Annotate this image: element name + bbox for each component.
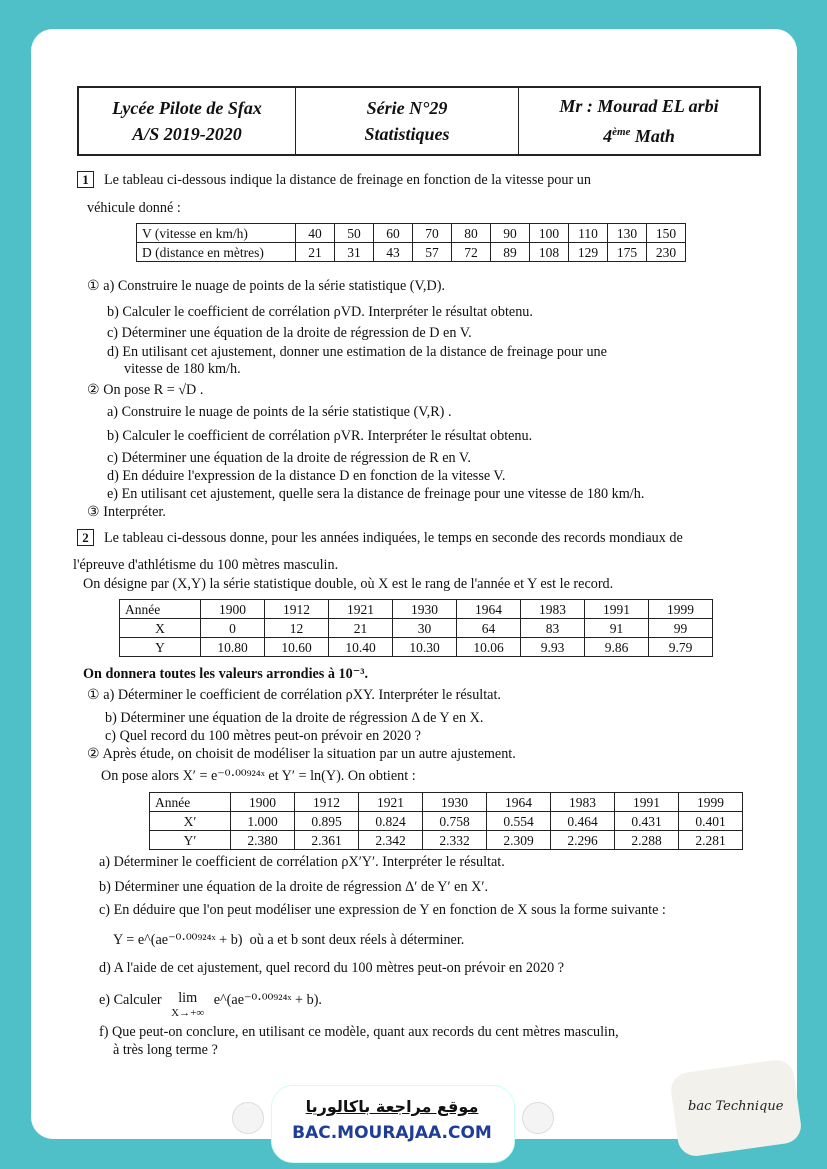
ex2-p1a: ① a) Déterminer le coefficient de corrélation ρXY. Interpréter le résultat. (87, 687, 501, 703)
table-cell: 60 (374, 224, 413, 243)
table-cell: 43 (374, 243, 413, 262)
ex1-q1c: c) Déterminer une équation de la droite de régression de D en V. (107, 325, 472, 341)
ex2-p2f-2: à très long terme ? (113, 1042, 218, 1058)
badge-text: bac Technique (688, 1099, 784, 1114)
table-cell: 1964 (487, 793, 551, 812)
school-name: Lycée Pilote de Sfax (112, 98, 262, 118)
table-cell: 1921 (359, 793, 423, 812)
limit-expression: e^(ae⁻⁰·⁰⁰⁹²⁴ˣ + b). (213, 992, 322, 1008)
table-cell: 1999 (649, 600, 713, 619)
table-row (137, 243, 686, 262)
table-cell: 30 (393, 619, 457, 638)
logo-icon (232, 1102, 264, 1134)
ex1-table (136, 223, 686, 262)
table-cell: 1983 (521, 600, 585, 619)
table-row (150, 831, 743, 850)
table-cell: 10.80 (201, 638, 265, 657)
table-row (120, 638, 713, 657)
table-cell: 9.86 (585, 638, 649, 657)
ex1-q2d: d) En déduire l'expression de la distance D en fonction de la vitesse V. (107, 468, 506, 484)
table-cell: 0.431 (615, 812, 679, 831)
table-cell: 129 (569, 243, 608, 262)
series-number: Série N°29 (366, 98, 448, 118)
table-cell: 70 (413, 224, 452, 243)
table-cell: 230 (647, 243, 686, 262)
table-cell: 2.332 (423, 831, 487, 850)
table-cell: 91 (585, 619, 649, 638)
header-teacher (519, 88, 759, 154)
table-cell: 72 (452, 243, 491, 262)
table-cell: 1900 (201, 600, 265, 619)
ex2-p2-pose: On pose alors X′ = e⁻⁰·⁰⁰⁹²⁴ˣ et Y′ = ln(Y). On obtient : (101, 768, 416, 784)
table-cell: 1930 (423, 793, 487, 812)
table-cell: 1991 (585, 600, 649, 619)
table-cell: 89 (491, 243, 530, 262)
limit-word: lim (178, 990, 198, 1006)
table-cell: 10.06 (457, 638, 521, 657)
row-label: X (120, 619, 201, 638)
ex1-q2c: c) Déterminer une équation de la droite de régression de R en V. (107, 450, 471, 466)
table-cell: 1930 (393, 600, 457, 619)
ex1-intro-2: véhicule donné : (87, 200, 181, 216)
table-cell: 99 (649, 619, 713, 638)
table-cell: 110 (569, 224, 608, 243)
table-cell: 83 (521, 619, 585, 638)
ex2-p1c: c) Quel record du 100 mètres peut-on prévoir en 2020 ? (105, 728, 421, 744)
row-label: Y (120, 638, 201, 657)
table-row (150, 812, 743, 831)
table-cell: 0 (201, 619, 265, 638)
formula-tail: où a et b sont deux réels à déterminer. (249, 932, 465, 948)
ex2-p2a: a) Déterminer le coefficient de corrélation ρX′Y′. Interpréter le résultat. (99, 854, 505, 870)
ex1-intro: 1 Le tableau ci-dessous indique la distance de freinage en fonction de la vitesse pour un (77, 171, 591, 189)
header-series (296, 88, 519, 154)
table-cell: 64 (457, 619, 521, 638)
table-cell: 100 (530, 224, 569, 243)
ex1-q2: ② On pose R = √D . (87, 382, 204, 398)
logo-icon (522, 1102, 554, 1134)
p2e-label: e) Calculer (99, 992, 162, 1008)
table-cell: 9.93 (521, 638, 585, 657)
table-cell: 10.30 (393, 638, 457, 657)
teacher-name: Mr : Mourad EL arbi (559, 96, 719, 116)
table-cell: 10.40 (329, 638, 393, 657)
ex2-table-1 (119, 599, 713, 657)
table-cell: 2.380 (231, 831, 295, 850)
table-cell: 21 (296, 243, 335, 262)
table-cell: 1900 (231, 793, 295, 812)
table-cell: 2.288 (615, 831, 679, 850)
table-cell: 31 (335, 243, 374, 262)
ex2-number: 2 (77, 529, 94, 546)
table-cell: 80 (452, 224, 491, 243)
site-link[interactable]: BAC.MOURAJAA.COM (292, 1123, 492, 1143)
table-cell: 21 (329, 619, 393, 638)
table-cell: 2.309 (487, 831, 551, 850)
table-cell: 0.758 (423, 812, 487, 831)
ex2-p2c: c) En déduire que l'on peut modéliser une expression de Y en fonction de X sous la forme suivante : (99, 902, 666, 918)
table-cell: 1999 (679, 793, 743, 812)
table-cell: 1.000 (231, 812, 295, 831)
school-year: A/S 2019-2020 (132, 124, 242, 144)
table-cell: 0.554 (487, 812, 551, 831)
ex2-p2d: d) A l'aide de cet ajustement, quel record du 100 mètres peut-on prévoir en 2020 ? (99, 960, 565, 976)
row-label: Année (150, 793, 231, 812)
header-box (77, 86, 761, 156)
rounding-note: On donnera toutes les valeurs arrondies à 10⁻³. (83, 666, 368, 682)
limit-block (171, 991, 204, 1020)
table-cell: 1983 (551, 793, 615, 812)
table-cell: 0.824 (359, 812, 423, 831)
table-cell: 0.895 (295, 812, 359, 831)
ex2-p2f: f) Que peut-on conclure, en utilisant ce modèle, quant aux records du cent mètres masculin, (99, 1024, 619, 1040)
table-cell: 150 (647, 224, 686, 243)
table-cell: 1991 (615, 793, 679, 812)
worksheet-page (31, 29, 797, 1139)
series-subject: Statistiques (364, 124, 450, 144)
ex2-intro: 2 Le tableau ci-dessous donne, pour les années indiquées, le temps en seconde des records mondiaux de (77, 529, 683, 547)
table-cell: 2.342 (359, 831, 423, 850)
table-cell: 50 (335, 224, 374, 243)
ex2-p2e (99, 991, 322, 1020)
ex2-intro-2: l'épreuve d'athlétisme du 100 mètres masculin. (73, 557, 339, 573)
ex2-table-2 (149, 792, 743, 850)
table-cell: 10.60 (265, 638, 329, 657)
table-cell: 40 (296, 224, 335, 243)
table-cell: 90 (491, 224, 530, 243)
table-cell: 0.401 (679, 812, 743, 831)
row-label: D (distance en mètres) (137, 243, 296, 262)
row-label: V (vitesse en km/h) (137, 224, 296, 243)
ex1-q1b: b) Calculer le coefficient de corrélation ρVD. Interpréter le résultat obtenu. (107, 304, 533, 320)
table-cell: 9.79 (649, 638, 713, 657)
table-cell: 0.464 (551, 812, 615, 831)
table-cell: 1912 (295, 793, 359, 812)
table-cell: 57 (413, 243, 452, 262)
table-row (137, 224, 686, 243)
table-row (120, 600, 713, 619)
site-name-arabic[interactable]: موقع مراجعة باكالوريا (305, 1097, 479, 1116)
ex2-p2: ② Après étude, on choisit de modéliser la situation par un autre ajustement. (87, 746, 516, 762)
row-label: Année (120, 600, 201, 619)
ex2-p1b: b) Déterminer une équation de la droite de régression Δ de Y en X. (105, 710, 484, 726)
ex1-q1a: ① a) Construire le nuage de points de la série statistique (V,D). (87, 278, 445, 294)
row-label: X′ (150, 812, 231, 831)
table-cell: 2.296 (551, 831, 615, 850)
ex1-q2a: a) Construire le nuage de points de la série statistique (V,R) . (107, 404, 452, 420)
table-cell: 1921 (329, 600, 393, 619)
ex1-number: 1 (77, 171, 94, 188)
ex2-intro-3: On désigne par (X,Y) la série statistique double, où X est le rang de l'année et Y est le record. (83, 576, 614, 592)
header-school (79, 88, 296, 154)
table-row (120, 619, 713, 638)
ex1-q2b: b) Calculer le coefficient de corrélation ρVR. Interpréter le résultat obtenu. (107, 428, 533, 444)
ex1-q3: ③ Interpréter. (87, 504, 166, 520)
table-cell: 1964 (457, 600, 521, 619)
class-label: 4ème Math (603, 126, 675, 146)
ex2-p2c-formula (113, 931, 464, 949)
table-cell: 2.281 (679, 831, 743, 850)
table-cell: 2.361 (295, 831, 359, 850)
ex1-q1d-2: vitesse de 180 km/h. (124, 361, 241, 377)
table-cell: 108 (530, 243, 569, 262)
table-cell: 130 (608, 224, 647, 243)
table-cell: 1912 (265, 600, 329, 619)
row-label: Y′ (150, 831, 231, 850)
table-cell: 175 (608, 243, 647, 262)
limit-sub: X→+∞ (171, 1007, 205, 1019)
table-cell: 12 (265, 619, 329, 638)
ex1-q2e: e) En utilisant cet ajustement, quelle sera la distance de freinage pour une vitesse de 180 km/h. (107, 486, 645, 502)
ex1-q1d: d) En utilisant cet ajustement, donner une estimation de la distance de freinage pour une (107, 344, 607, 360)
formula-y: Y = e^(ae⁻⁰·⁰⁰⁹²⁴ˣ + b) (113, 932, 243, 948)
table-row (150, 793, 743, 812)
ex2-p2b: b) Déterminer une équation de la droite de régression Δ′ de Y′ en X′. (99, 879, 489, 895)
